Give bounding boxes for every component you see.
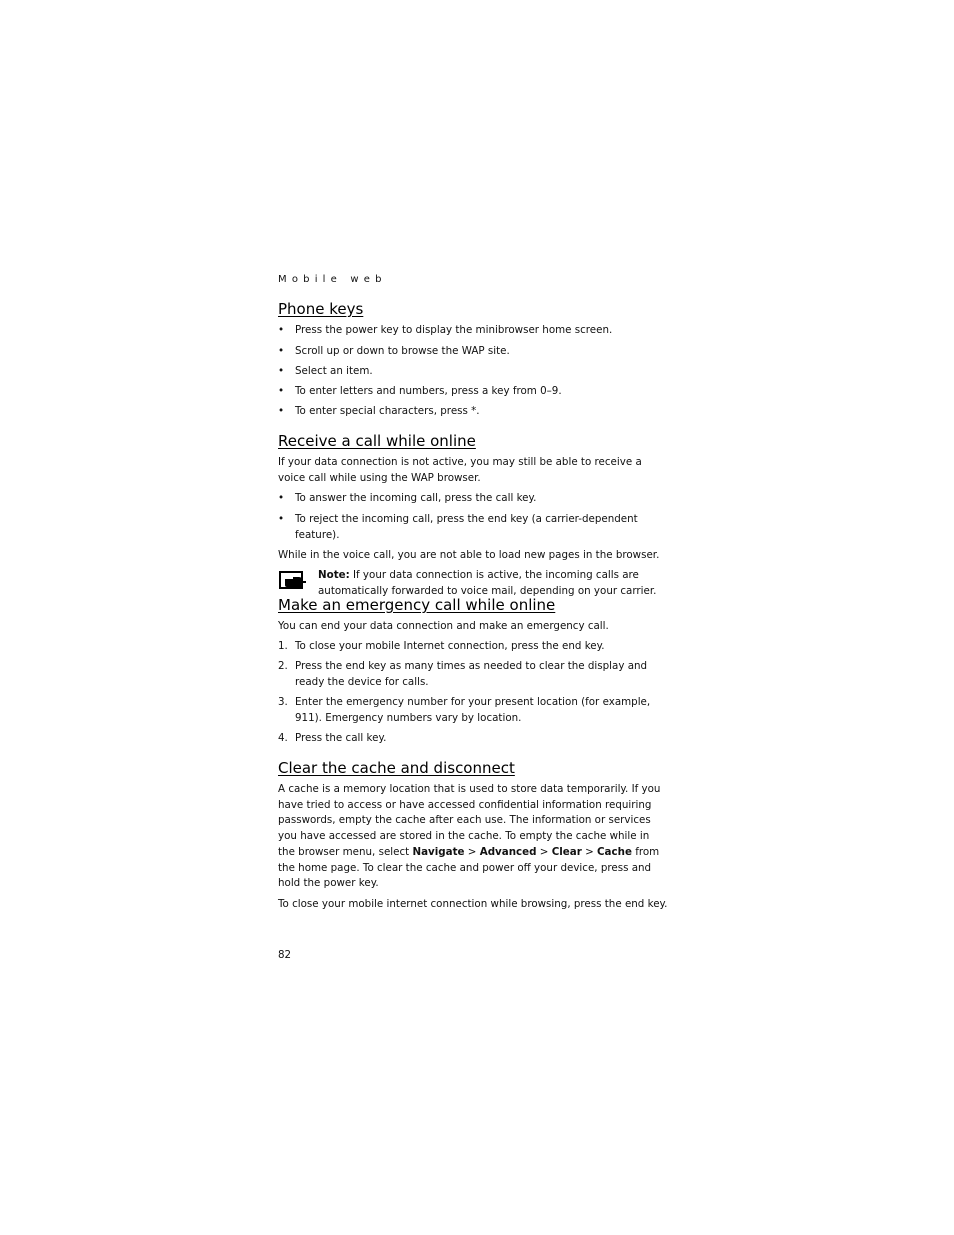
bullet-icon: • — [278, 324, 285, 337]
list-item: • To enter letters and numbers, press a key from 0–9. — [278, 385, 562, 398]
note-text: Note: If your data connection is active, the incoming calls are automatically forwarded to voice mail, depending on your carrier. — [318, 569, 657, 598]
list-item: • To answer the incoming call, press the call key. — [278, 492, 537, 505]
list-item: • Select an item. — [278, 364, 373, 377]
page-number: 82 — [278, 949, 292, 961]
heading-receive-call: Receive a call while online — [278, 432, 476, 450]
note-block — [278, 567, 668, 599]
step-number: 4. — [278, 732, 288, 744]
cache-paragraph: A cache is a memory location that is used to store data temporarily. If you have tried to access or have accessed confidential information requiring passwords, empty the cache after each use. The information or services you have accessed are stored in the cache. To empty the cache while in the browser menu, select Navigate > Advanced > Clear > Cache from the home page. To clear the cache and power off your device, press and hold the power key. — [278, 783, 661, 890]
heading-emergency-call: Make an emergency call while online — [278, 596, 556, 614]
section-emergency-call — [278, 596, 668, 746]
section-phone-keys — [278, 300, 668, 419]
receive-call-intro: If your data connection is not active, you may still be able to receive a voice call while using the WAP browser. — [278, 456, 642, 484]
list-item: 2. Press the end key as many times as needed to clear the display and ready the device for calls. — [278, 660, 648, 688]
menu-advanced: Advanced — [479, 845, 537, 858]
note-hand-icon — [279, 570, 307, 590]
list-item: 4. Press the call key. — [278, 732, 387, 744]
cache-close-paragraph: To close your mobile internet connection while browsing, press the end key. — [278, 897, 668, 910]
list-item: • To reject the incoming call, press the end key (a carrier-dependent feature). — [278, 512, 638, 541]
bullet-icon: • — [278, 385, 285, 398]
heading-phone-keys: Phone keys — [278, 300, 364, 318]
running-head: Mobile web — [278, 274, 387, 285]
list-item: • To enter special characters, press *. — [278, 405, 480, 418]
bullet-icon: • — [278, 344, 285, 357]
bullet-icon: • — [278, 512, 285, 525]
list-item: • Press the power key to display the minibrowser home screen. — [278, 324, 613, 337]
step-number: 2. — [278, 660, 288, 672]
heading-clear-cache: Clear the cache and disconnect — [278, 759, 515, 777]
receive-call-list — [278, 490, 668, 542]
bullet-icon: • — [278, 405, 285, 418]
menu-clear: Clear — [551, 845, 582, 858]
note-label: Note: — [318, 569, 350, 582]
section-receive-call — [278, 432, 668, 599]
emergency-intro: You can end your data connection and make an emergency call. — [278, 620, 609, 632]
menu-cache: Cache — [597, 845, 632, 858]
bullet-icon: • — [278, 364, 285, 377]
list-item: • Scroll up or down to browse the WAP site. — [278, 344, 510, 357]
list-item: 3. Enter the emergency number for your present location (for example, 911). Emergency numbers vary by location. — [278, 696, 651, 724]
step-number: 3. — [278, 696, 288, 708]
receive-call-after: While in the voice call, you are not able to load new pages in the browser. — [278, 549, 660, 562]
section-clear-cache — [278, 759, 668, 912]
emergency-steps — [278, 638, 668, 746]
step-number: 1. — [278, 640, 288, 652]
menu-navigate: Navigate — [412, 845, 465, 858]
phone-keys-list — [278, 322, 668, 419]
list-item: 1. To close your mobile Internet connection, press the end key. — [278, 640, 605, 652]
bullet-icon: • — [278, 492, 285, 505]
